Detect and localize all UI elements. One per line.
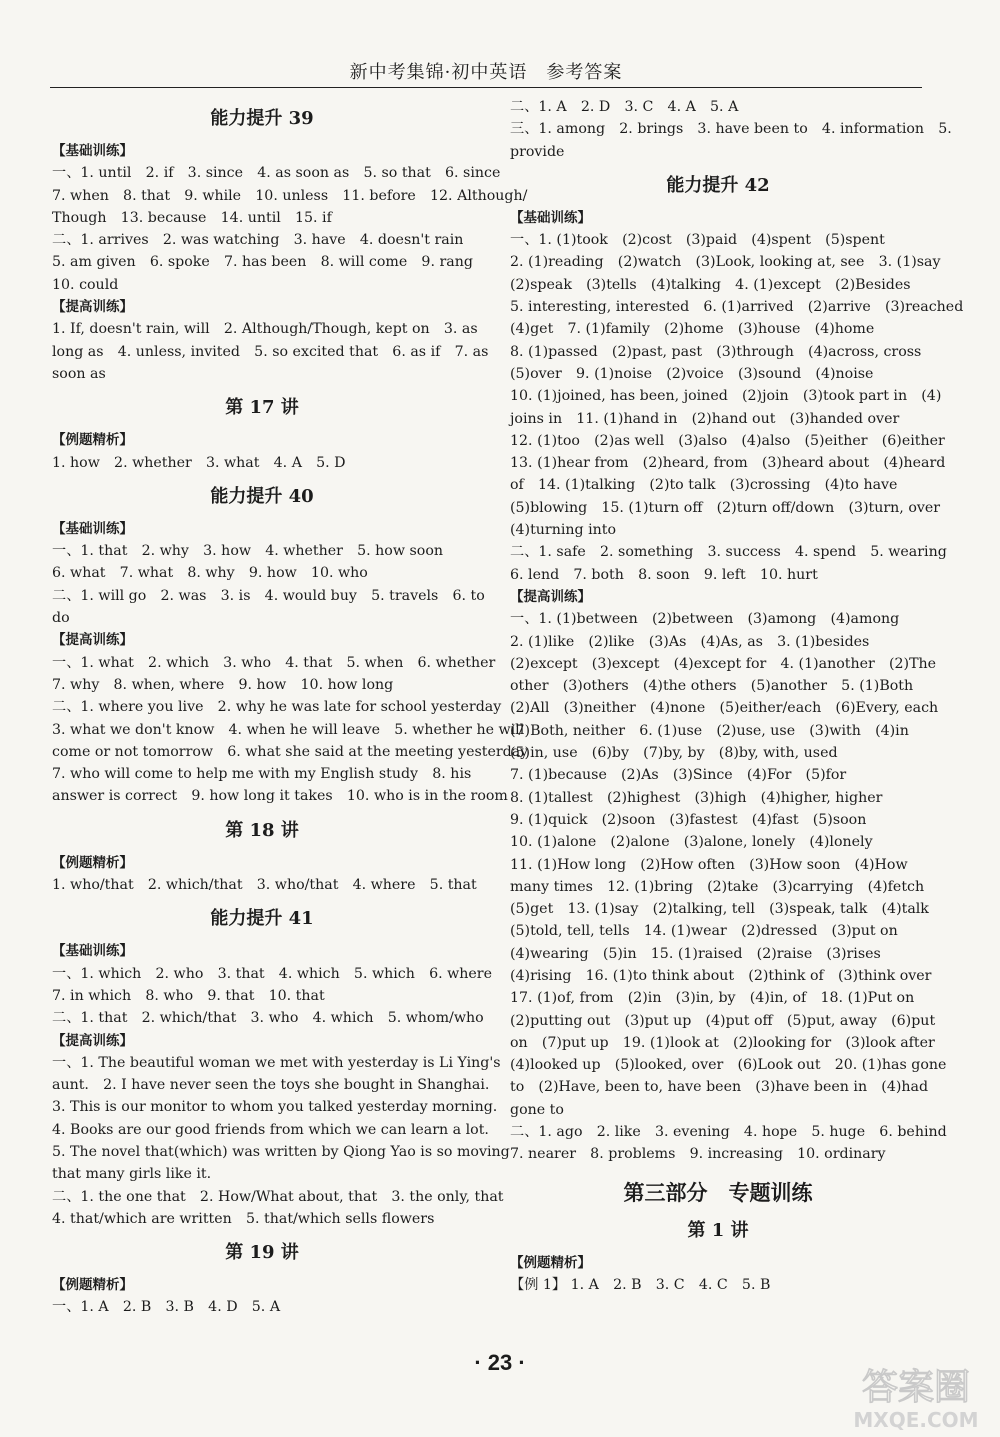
answer-line: of 14. (1)talking (2)to talk (3)crossing (4)to have (510, 477, 898, 494)
answer-line: other (3)others (4)the others (5)another 5. (1)Both (510, 678, 914, 695)
answer-line: 2. (1)reading (2)watch (3)Look, looking at, see 3. (1)say (510, 254, 941, 271)
answer-line: 7. who will come to help me with my English study 8. his (52, 766, 472, 783)
answer-line: 7. why 8. when, where 9. how 10. how long (52, 676, 394, 693)
answer-line: that many girls like it. (52, 1166, 212, 1183)
subsection-label: 【提高训练】 (510, 588, 591, 605)
answer-line: 一、1. The beautiful woman we met with yesterday is Li Ying's (52, 1054, 501, 1071)
svg-text:答案圈: 答案圈 (861, 1367, 971, 1408)
subsection-label: 【基础训练】 (52, 520, 133, 537)
answer-line: aunt. 2. I have never seen the toys she bought in Shanghai. (52, 1077, 490, 1094)
answer-line: 5. interesting, interested 6. (1)arrived (2)arrive (3)reached (510, 299, 964, 316)
subsection-label: 【例题精析】 (52, 1277, 133, 1294)
answer-line: 9. (1)quick (2)soon (3)fastest (4)fast (5)soon (510, 811, 867, 828)
watermark-logo (840, 1355, 992, 1435)
answer-line: 11. (1)How long (2)How often (3)How soon (4)How (510, 856, 908, 873)
right-column (510, 96, 964, 1296)
answer-line: 13. (1)hear from (2)heard, from (3)heard about (4)heard (510, 455, 946, 472)
section-heading: 能力提升 40 (210, 485, 314, 507)
answer-line: 二、1. arrives 2. was watching 3. have 4. doesn't rain (52, 232, 464, 249)
section-heading: 能力提升 39 (210, 108, 314, 129)
answer-line: (4)wearing (5)in 15. (1)raised (2)raise (3)rises (510, 945, 881, 962)
answer-line: 二、1. ago 2. like 3. evening 4. hope 5. huge 6. behind (510, 1124, 947, 1141)
answer-line: 一、1. (1)between (2)between (3)among (4)among (510, 611, 900, 628)
answer-line: (2)putting out (3)put up (4)put off (5)put, away (6)put (510, 1012, 936, 1029)
answer-line: 17. (1)of, from (2)in (3)in, by (4)in, of 18. (1)Put on (510, 990, 915, 1007)
section-heading: 第 17 讲 (225, 397, 299, 419)
answer-line: gone to (510, 1101, 564, 1118)
subsection-label: 【例题精析】 (510, 1254, 591, 1271)
answer-line: many times 12. (1)bring (2)take (3)carrying (4)fetch (510, 878, 925, 895)
section-heading: 第 18 讲 (225, 819, 299, 841)
answer-line: 二、1. A 2. D 3. C 4. A 5. A (510, 99, 739, 115)
answer-line: 3. what we don't know 4. when he will leave 5. whether he will (52, 721, 525, 738)
subsection-label: 【基础训练】 (52, 943, 133, 960)
answer-line: Though 13. because 14. until 15. if (52, 209, 332, 226)
answer-line: 一、1. until 2. if 3. since 4. as soon as 5. so that 6. since (52, 165, 501, 182)
section-heading: 第 19 讲 (225, 1242, 299, 1264)
subsection-label: 【例题精析】 (52, 432, 133, 449)
answer-line: 4. that/which are written 5. that/which sells flowers (52, 1210, 435, 1227)
answer-line: (4)looked up (5)looked, over (6)Look out 20. (1)has gone (510, 1057, 947, 1074)
answer-line: on (7)put up 19. (1)look at (2)looking for (3)look after (510, 1034, 935, 1051)
answer-line: 二、1. that 2. which/that 3. who 4. which 5. whom/who (52, 1010, 484, 1027)
answer-line: (5)over 9. (1)noise (2)voice (3)sound (4)noise (510, 365, 874, 382)
answer-line: 1. who/that 2. which/that 3. who/that 4. where 5. that (52, 877, 477, 894)
subsection-label: 【例题精析】 (52, 854, 133, 871)
answer-line: 一、1. what 2. which 3. who 4. that 5. when 6. whether (52, 654, 496, 671)
answer-line: 二、1. safe 2. something 3. success 4. spend 5. wearing (510, 544, 947, 561)
answer-line: 10. could (52, 276, 119, 293)
answer-line: 【例 1】 1. A 2. B 3. C 4. C 5. B (510, 1276, 771, 1293)
answer-line: 8. (1)tallest (2)highest (3)high (4)higher, higher (510, 789, 883, 806)
answer-line: 6. what 7. what 8. why 9. how 10. who (52, 565, 368, 582)
answer-line: joins in 11. (1)hand in (2)hand out (3)handed over (510, 410, 900, 427)
section-heading: 能力提升 41 (210, 908, 314, 930)
header-rule (50, 87, 922, 88)
subsection-label: 【提高训练】 (52, 1032, 133, 1049)
subsection-label: 【提高训练】 (52, 632, 133, 649)
answer-line: provide (510, 143, 565, 160)
answer-line: 3. This is our monitor to whom you talked yesterday morning. (52, 1099, 498, 1116)
answer-line: (2)All (3)neither (4)none (5)either/each (6)Every, each (510, 700, 939, 717)
answer-line: 三、1. among 2. brings 3. have been to 4. information 5. (510, 121, 952, 138)
subsection-label: 【基础训练】 (510, 209, 591, 226)
answer-line: 5. The novel that(which) was written by Qiong Yao is so moving (52, 1143, 510, 1160)
answer-line: 1. how 2. whether 3. what 4. A 5. D (52, 454, 346, 471)
answer-line: 一、1. that 2. why 3. how 4. whether 5. how soon (52, 543, 444, 560)
answer-line: do (52, 610, 70, 627)
answer-line: soon as (52, 365, 106, 382)
answer-line: to (2)Have, been to, have been (3)have been in (4)had (510, 1079, 929, 1096)
answer-line: 10. (1)joined, has been, joined (2)join (3)took part in (4) (510, 388, 942, 405)
running-header: 新中考集锦·初中英语 参考答案 (349, 62, 623, 83)
answer-line: (5)in, use (6)by (7)by, by (8)by, with, used (510, 745, 838, 762)
answer-line: (4)get 7. (1)family (2)home (3)house (4)home (510, 321, 875, 338)
answer-line: 二、1. where you live 2. why he was late for school yesterday (52, 699, 502, 716)
answer-line: (2)except (3)except (4)except for 4. (1)another (2)The (510, 655, 937, 672)
answer-line: (4)rising 16. (1)to think about (2)think of (3)think over (510, 967, 932, 984)
left-column (52, 96, 529, 1319)
part-heading: 第三部分 专题训练 (623, 1179, 813, 1205)
answer-line: 7. when 8. that 9. while 10. unless 11. before 12. Although/ (52, 187, 528, 204)
answer-line: 7. in which 8. who 9. that 10. that (52, 987, 325, 1004)
answer-line: 二、1. will go 2. was 3. is 4. would buy 5. travels 6. to (52, 587, 485, 604)
answer-line: (5)blowing 15. (1)turn off (2)turn off/down (3)turn, over (510, 499, 941, 516)
subsection-label: 【基础训练】 (52, 143, 133, 159)
answer-line: (2)speak (3)tells (4)talking 4. (1)except (2)Besides (510, 276, 911, 293)
page-number: · 23 · (474, 1350, 526, 1375)
answer-line: answer is correct 9. how long it takes 10. who is in the room (52, 788, 508, 805)
answer-line: 一、1. A 2. B 3. B 4. D 5. A (52, 1299, 281, 1316)
answer-line: long as 4. unless, invited 5. so excited that 6. as if 7. as (52, 343, 489, 360)
section-heading: 能力提升 42 (666, 174, 770, 196)
answer-line: (7)Both, neither 6. (1)use (2)use, use (3)with (4)in (510, 722, 909, 739)
answer-line: 2. (1)like (2)like (3)As (4)As, as 3. (1)besides (510, 633, 870, 650)
answer-line: 一、1. (1)took (2)cost (3)paid (4)spent (5)spent (510, 232, 885, 249)
subsection-label: 【提高训练】 (52, 299, 133, 316)
answer-line: 6. lend 7. both 8. soon 9. left 10. hurt (510, 566, 818, 583)
answer-line: 二、1. the one that 2. How/What about, that 3. the only, that (52, 1188, 504, 1205)
answer-line: come or not tomorrow 6. what she said at the meeting yesterday (52, 743, 529, 760)
answer-line: 8. (1)passed (2)past, past (3)through (4)across, cross (510, 343, 922, 360)
answer-line: 一、1. which 2. who 3. that 4. which 5. which 6. where (52, 965, 492, 982)
svg-text:MXQE.COM: MXQE.COM (853, 1408, 979, 1432)
answer-line: (4)turning into (510, 522, 617, 539)
answer-line: 4. Books are our good friends from which we can learn a lot. (52, 1121, 489, 1138)
answer-line: 1. If, doesn't rain, will 2. Although/Though, kept on 3. as (52, 321, 478, 338)
answer-line: (5)told, tell, tells 14. (1)wear (2)dressed (3)put on (510, 923, 898, 940)
section-heading: 第 1 讲 (687, 1219, 749, 1241)
answer-line: 10. (1)alone (2)alone (3)alone, lonely (4)lonely (510, 834, 873, 851)
answer-line: 5. am given 6. spoke 7. has been 8. will come 9. rang (52, 254, 473, 271)
answer-line: (5)get 13. (1)say (2)talking, tell (3)speak, talk (4)talk (510, 901, 929, 918)
answer-line: 7. (1)because (2)As (3)Since (4)For (5)for (510, 767, 847, 784)
answer-line: 12. (1)too (2)as well (3)also (4)also (5)either (6)either (510, 432, 945, 449)
answer-line: 7. nearer 8. problems 9. increasing 10. ordinary (510, 1146, 886, 1163)
